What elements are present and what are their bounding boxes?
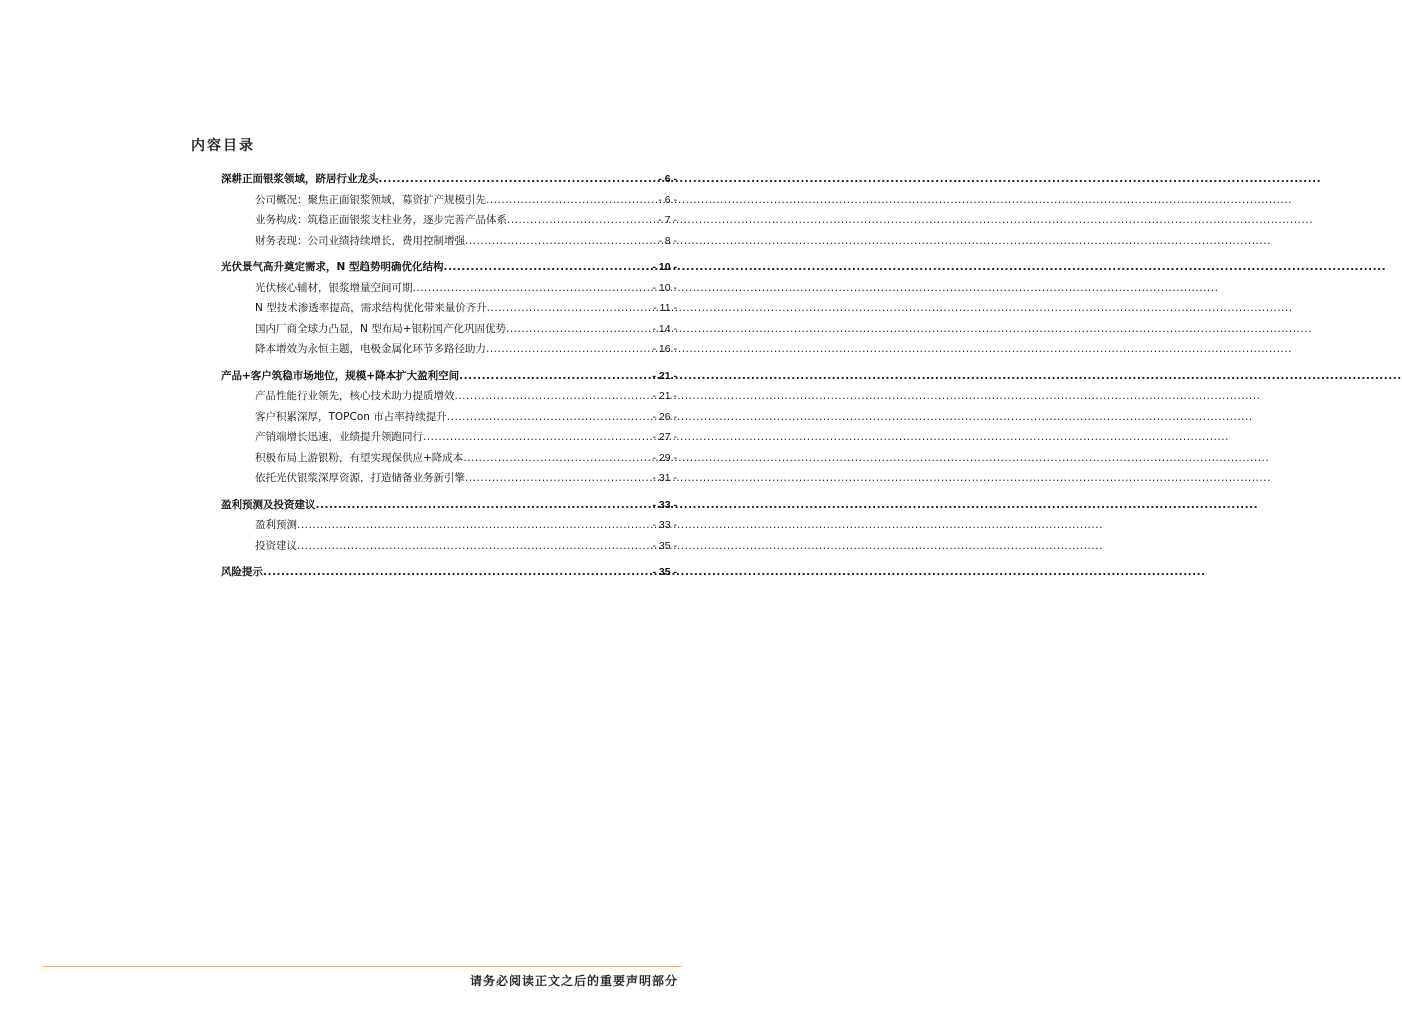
toc-page-number: - 27 - [652,431,677,443]
toc-subsection-entry[interactable] [221,536,677,557]
toc-subsection-label: 业务构成：筑稳正面银浆支柱业务，逐步完善产品体系 [255,214,507,226]
toc-leader-dots [459,366,650,387]
toc-page-number: - 10 - [652,281,677,294]
toc-section-entry[interactable] [221,495,677,516]
toc-section-label: 深耕正面银浆领域，跻居行业龙头 [221,173,379,185]
toc-page-number: - 29 - [652,451,677,464]
toc-subsection-label: 国内厂商全球力凸显，N 型布局+银粉国产化巩固优势 [255,322,506,335]
toc-leader-dots [487,298,652,319]
toc-section-label: 光伏景气高升奠定需求，N 型趋势明确优化结构 [221,261,444,273]
toc-page-number: - 33 - [652,498,677,511]
toc-page-number: - 7 - [658,214,677,226]
toc-leader-dots [316,495,651,516]
toc-subsection-entry[interactable] [221,339,677,360]
toc-page-number: - 21 - [652,390,677,402]
footer-divider [42,966,682,967]
toc-leader-dots [486,339,650,360]
toc-page-number: - 33 - [652,519,677,531]
toc-page-number: - 35 - [652,539,677,552]
toc-subsection-label: 产销端增长迅速，业绩提升领跑同行 [255,431,423,443]
toc-title: 内容目录 [191,138,255,154]
toc-page-number: - 26 - [652,410,677,423]
footer-disclaimer: 请务必阅读正文之后的重要声明部分 [469,974,678,988]
toc-page-number: - 10 - [652,261,677,273]
toc-subsection-entry[interactable] [221,386,677,407]
toc-subsection-label: 积极布局上游银粉，有望实现保供应+降成本 [255,451,464,464]
toc-page-number: - 31 - [652,472,677,484]
toc-leader-dots [506,319,650,340]
toc-section-label: 盈利预测及投资建议 [221,498,316,511]
toc-subsection-label: 投资建议 [255,539,297,552]
toc-section-entry[interactable] [221,169,677,190]
table-of-contents [221,169,677,583]
toc-page-number: - 6 - [658,193,677,206]
toc-leader-dots [379,169,657,190]
toc-subsection-label: 公司概况：聚焦正面银浆领域，募资扩产规模引先 [255,193,486,206]
toc-subsection-label: 财务表现：公司业绩持续增长，费用控制增强 [255,234,465,247]
toc-leader-dots [423,427,650,448]
toc-subsection-entry[interactable] [221,407,677,428]
toc-page-number: - 16 - [652,343,677,355]
toc-subsection-label: N 型技术渗透率提高，需求结构优化带来量价齐升 [255,302,487,314]
toc-subsection-entry[interactable] [221,319,677,340]
toc-page-number: - 14 - [652,322,677,335]
toc-leader-dots [507,210,656,231]
toc-leader-dots [297,536,650,557]
toc-leader-dots [465,231,656,252]
toc-section-entry[interactable] [221,562,677,583]
toc-page-number: - 8 - [658,234,677,247]
toc-section-entry[interactable] [221,257,677,278]
toc-subsection-entry[interactable] [221,448,677,469]
toc-page-number: - 6 - [658,173,677,185]
toc-subsection-entry[interactable] [221,298,677,319]
toc-leader-dots [455,386,651,407]
toc-page-number: - 35 - [652,566,677,578]
toc-subsection-entry[interactable] [221,210,677,231]
toc-leader-dots [263,562,650,583]
toc-subsection-entry[interactable] [221,427,677,448]
toc-section-entry[interactable] [221,366,677,387]
toc-subsection-entry[interactable] [221,468,677,489]
toc-leader-dots [465,468,650,489]
toc-leader-dots [463,448,650,469]
toc-subsection-label: 产品性能行业领先，核心技术助力提质增效 [255,390,455,402]
toc-leader-dots [297,515,650,536]
toc-subsection-label: 客户积累深厚，TOPCon 市占率持续提升 [255,410,447,423]
toc-subsection-entry[interactable] [221,231,677,252]
toc-subsection-label: 降本增效为永恒主题，电极金属化环节多路径助力 [255,343,486,355]
toc-section-label: 产品+客户筑稳市场地位，规模+降本扩大盈利空间 [221,369,460,382]
toc-subsection-entry[interactable] [221,278,677,299]
toc-subsection-entry[interactable] [221,190,677,211]
toc-leader-dots [443,257,650,278]
toc-leader-dots [447,407,651,428]
toc-subsection-entry[interactable] [221,515,677,536]
toc-subsection-label: 光伏核心辅材，银浆增量空间可期 [255,281,413,294]
toc-page-number: - 21 - [652,369,677,382]
toc-subsection-label: 盈利预测 [255,519,297,531]
toc-section-label: 风险提示 [221,566,263,578]
toc-leader-dots [486,190,656,211]
toc-subsection-label: 依托光伏银浆深厚资源，打造储备业务新引擎 [255,472,465,484]
toc-page-number: - 11 - [653,302,677,314]
toc-leader-dots [413,278,651,299]
